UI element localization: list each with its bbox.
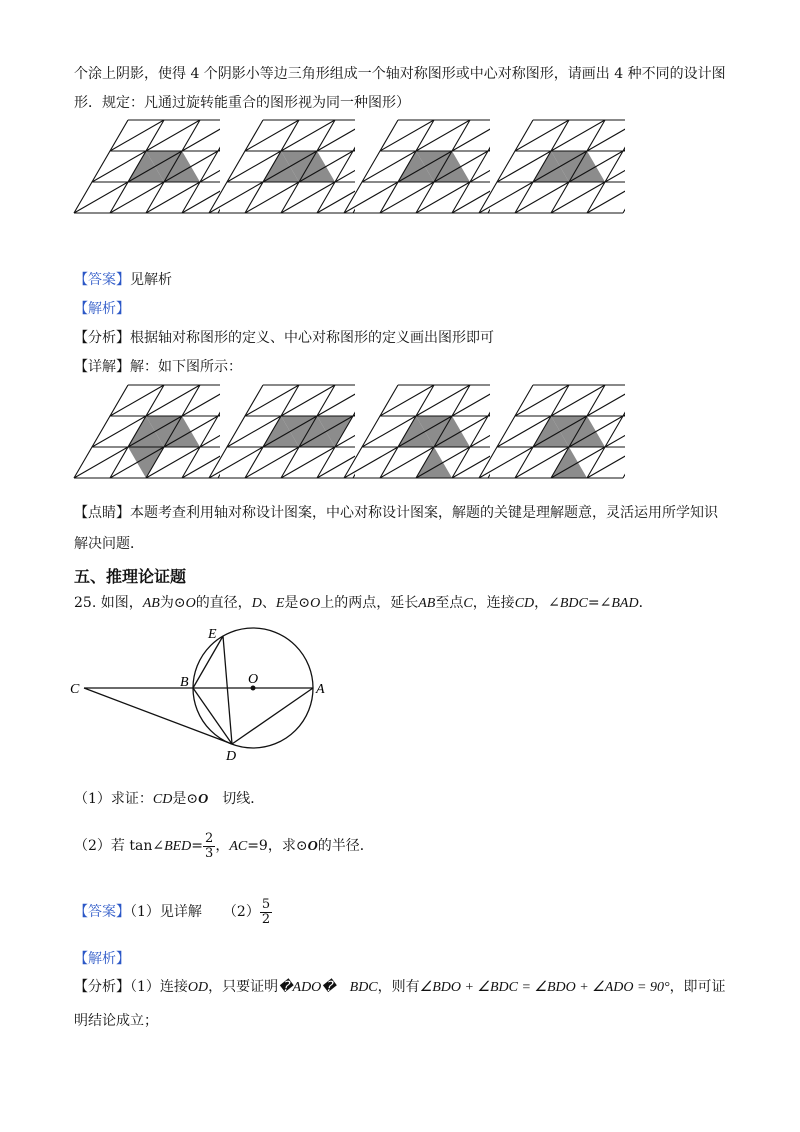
problem-grid-1 (72, 118, 220, 216)
analysis-line-24 (74, 299, 130, 319)
fenxi-line-24 (74, 328, 494, 348)
stmt-text: 、 (261, 595, 276, 611)
answer-part2: （2） (229, 904, 260, 920)
angle-BAD: BAD (611, 596, 639, 611)
pt-D: D (251, 596, 262, 611)
label-O: O (248, 672, 259, 687)
problem24-line1: 个涂上阴影，使得 4 个阴影小等边三角形组成一个轴对称图形或中心对称图形，请画出 4 种不同的设计图 (74, 66, 726, 82)
fenxi-tag: 【分析】 (74, 330, 130, 346)
fenxi-equation: ∠BDO + ∠BDC = ∠BDO + ∠ADO = 90° (419, 980, 670, 995)
stmt-text: ，连接 (472, 595, 515, 611)
shaded-triangle (128, 447, 164, 478)
label-A: A (316, 682, 325, 697)
pt-O: O (198, 792, 209, 807)
label-C: C (70, 682, 80, 697)
solution-grid-1 (72, 383, 220, 481)
line-CD (84, 688, 232, 744)
q1-text: （1）求证： (74, 791, 153, 807)
stmt-text: 是⊙ (284, 595, 311, 611)
seg-AB: AB (418, 596, 436, 611)
analysis-line-25 (74, 949, 130, 969)
question-1 (74, 789, 264, 810)
shaded-triangle (551, 447, 587, 478)
answer-line-24 (74, 270, 172, 290)
label-D: D (226, 749, 237, 764)
answer-text: 见解析 (130, 272, 172, 288)
line-BD (193, 688, 232, 744)
q1-text: 是⊙ (172, 791, 199, 807)
stmt-text: 上的两点，延长 (320, 595, 419, 611)
answer-part1: （1）见详解 (130, 904, 202, 920)
xiangjie-tag: 【详解】 (74, 359, 130, 375)
stmt-text: 至点 (435, 595, 464, 611)
fraction-5-2 (260, 898, 272, 927)
q2-text: （2）若 tan∠ (74, 838, 165, 854)
problem-grid-2 (207, 118, 355, 216)
q1-text: 切线． (208, 791, 265, 807)
line-AD (232, 688, 313, 744)
line-ED (223, 636, 232, 744)
question-2 (74, 826, 374, 867)
label-B: B (180, 675, 189, 690)
answer-line-25 (74, 892, 272, 932)
problem-number: 25. (74, 595, 97, 611)
fenxi-text: ，则有 (377, 979, 420, 995)
fenxi-text: （1）连接 (130, 979, 188, 995)
frac-den: 2 (261, 911, 271, 927)
line-EB (193, 636, 223, 688)
dianjing-text: 本题考查利用轴对称设计图案，中心对称设计图案，解题的关键是理解题意，灵活运用所学知识 (130, 505, 718, 521)
stmt-text: 如图， (100, 595, 143, 611)
pt-O: O (185, 596, 196, 611)
label-E: E (208, 627, 217, 642)
shaded-triangle (416, 447, 452, 478)
solution-grid-2 (207, 383, 355, 481)
seg-CD: CD (514, 596, 535, 611)
pt-O: O (307, 839, 318, 854)
frac-num: 2 (205, 830, 214, 846)
seg-CD: CD (152, 792, 173, 807)
problem-grid-3 (342, 118, 490, 216)
stmt-text: ，∠ (534, 595, 560, 611)
fenxi-text: 根据轴对称图形的定义、中心对称图形的定义画出图形即可 (130, 330, 494, 346)
q2-text: =9，求⊙ (247, 838, 308, 854)
analysis-tag: 【解析】 (74, 951, 130, 967)
frac-den: 3 (205, 845, 214, 861)
stmt-text: ． (638, 595, 653, 611)
dianjing-line-1 (74, 503, 718, 523)
problem25-statement (74, 593, 653, 614)
q2-text: 的半径． (317, 838, 374, 854)
fenxi-line-25b: 明结论成立； (74, 1013, 158, 1029)
dianjing-tag: 【点睛】 (74, 505, 130, 521)
problem24-line2: 形．规定：凡通过旋转能重合的图形视为同一种图形） (74, 95, 410, 111)
fenxi-line-25 (74, 977, 726, 998)
dianjing-line-2: 解决问题． (74, 536, 144, 552)
fenxi-formula: �ADO� BDC (278, 980, 378, 995)
q2-eq: = (191, 838, 204, 854)
solution-grid-4 (477, 383, 625, 481)
seg-AB: AB (142, 596, 160, 611)
angle-BDC: BDC (559, 596, 588, 611)
stmt-text: 的直径， (195, 595, 252, 611)
pt-E: E (275, 596, 285, 611)
seg-AC: AC (229, 839, 248, 854)
xiangjie-line-24 (74, 357, 242, 377)
pt-C: C (463, 596, 473, 611)
fenxi-tag: 【分析】 (74, 979, 130, 995)
stmt-text: =∠ (587, 595, 612, 611)
circle-figure (60, 620, 350, 770)
q2-text: ， (215, 838, 230, 854)
angle-BED: BED (164, 839, 192, 854)
pt-O: O (310, 596, 321, 611)
fenxi-text: ，只要证明 (208, 979, 279, 995)
fenxi-text: ，即可证 (669, 979, 726, 995)
seg-OD: OD (187, 980, 209, 995)
analysis-tag: 【解析】 (74, 301, 130, 317)
fraction-2-3 (203, 832, 215, 861)
stmt-text: 为⊙ (159, 595, 186, 611)
frac-num: 5 (261, 896, 271, 912)
answer-tag: 【答案】 (74, 272, 130, 288)
section-title: 五、推理论证题 (74, 567, 187, 586)
xiangjie-text: 解：如下图所示： (130, 359, 242, 375)
answer-tag: 【答案】 (74, 904, 130, 920)
problem-grid-4 (477, 118, 625, 216)
solution-grid-3 (342, 383, 490, 481)
